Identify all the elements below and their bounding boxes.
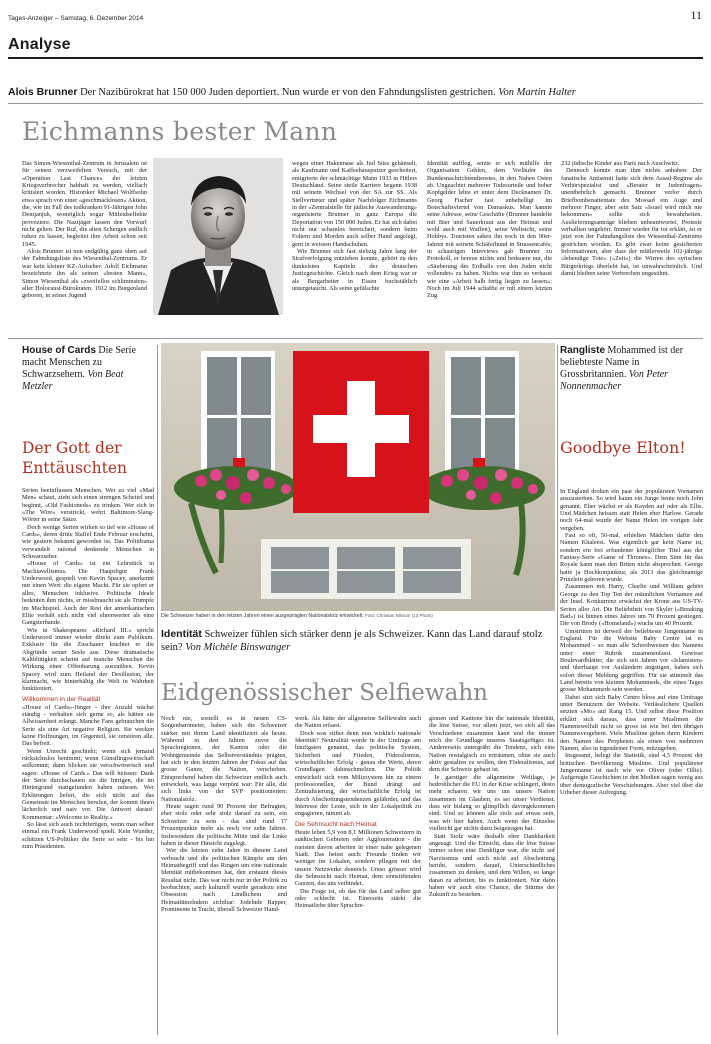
paragraph: Fast so oft, 50-mal, erhielten Mädchen dafür den Namen Khaleesi. Was eigentlich gar kein Name ist, sondern ein frei erfundener königlicher Titel aus der Fantasy-Serie «Game of Thrones». Dem Sinn für das Royale kann man den Briten nicht absprechen. George hatte ja Hochkonjunktur, als 2013 das gleichnamige Prinzlein geboren wurde.: [560, 532, 703, 584]
main-article-column-2: [292, 160, 417, 340]
paragraph: Identität aufflog, setzte er sich mithilfe der Organisation Gehlen, dem Vorläufer des Bundesnachrichtendienstes, in den Nahen Osten ab. Ungeachtet mehrerer Todesurteile und hoher Kopfgelder lebte er unter dem Decknamen Dr. Georg Fischer fast unbehelligt im Botschaftsviertel von Damaskus. Man kannte seine Adresse, seine Geschäfte (Brunner handelte mit Bier und Sauerkraut aus der Heimat und wohl auch mit Waffen), seine Weltsicht, seine Hobbys. Touristen sahen ihn noch in den 90er-Jahren mit seinem Schäferhund in Strassencafés; in schaurigen Interviews gab Brunner zu Protokoll, er bereue nichts und bedauere nur, die «Säuberung des Erdballs von den Juden nicht vollendet» zu haben. Nichts war ihm so verhasst wie eine «Arbeit halb fertig liegen zu lassen»: Noch im Juli 1944 schaffte er mit einem letzten Zug: [427, 160, 552, 300]
swiss-lead: Schweizer fühlen sich stärker denn je als Schweizer. Kann das Land darauf stolz sein?: [161, 629, 543, 653]
swiss-identity-headline: Eidgenössischer Selfiewahn: [161, 680, 488, 706]
paragraph: Wenn Unrecht geschieht; wenn sich jemand rücksichtslos benimmt; wenn Günstlingswirtschaft aufkommt; dann blicken sie verschwörerisch und sagen: «House of Cards.» Das will heissen: Dank der Serie durchschauen sie die Intrigen, die im Hintergrund stattgefunden haben müssen. Wer Erklärungen liefert, die sich nicht auf das Gemeinste im Menschen berufen, der kommt ihnen lächerlich und naiv vor. Die Antwort darauf: Kommentar: «Welcome to Reality.»: [22, 747, 154, 821]
house-facade-image: [161, 343, 555, 611]
paragraph: Statt Stolz wäre deshalb eher Dankbarkeit angesagt. Und die Einsicht, dass die löse Suisse immer schon eine Denkfigur war, die nicht auf Narzissmus und auch nicht auf Abschottung beruht, sondern darauf, Unterschiedliches zusammen zu denken, und dem Willen, so lange daran zu arbeiten, bis es funktioniert. Nur dann haben wir auch eine Chance, die Stürme der Zukunft zu bestehen.: [429, 832, 555, 899]
rang-lead: Mohammed ist der beliebteste Name in Grossbritannien.: [560, 345, 684, 380]
rang-author: Von Peter Nonnenmacher: [560, 369, 669, 392]
header-rule: [8, 57, 703, 59]
paragraph: Umstritten ist derweil der beliebteste Jungenname in England. Für die Website Baby Centre ist es Mohammed - so man alle Schreibweisen des Namens unter einer Rubrik zusammenfasst. Gewisse Boulevardblätter, die sich seit Jahren vor «Islamisten» und überhaupt vor Ausländern ängstigen, haben sich sofort dieser Meldung gegriffen. Für sie stimmelt das Land bereits von kleinen Mohammeds, die eines Tages grosse Mohammeds sein werden.: [560, 627, 703, 694]
paragraph: Die Frage ist, ob das für das Land selber gut oder schlecht ist. Einerseits stärkt die Heimatliebe über Sprachre-: [295, 887, 421, 910]
rangliste-body: [560, 488, 703, 1038]
paragraph: Dennoch konnte man ihm nichts anhaben: Der fanatische Antisemit hatte sich dem Assad-Regime als Verhörspezialist und «Berater in Judenfragen» unentbehrlich gemacht. Brunner verlor durch Briefbombenattentate des Mossad ein Auge und mehrere Finger, aber sein Satz «Israel wird mich nie bekommen» sollte sich bewahrheiten. Auslieferungsanträge blieben unbeantwortet, Proteste verhallten ungehört. Immer wieder für tot erklärt, ist er jetzt von der Fahndungsliste des Wiesenthal-Zentrums gestrichen worden. Es gibt zwar keine gesicherten Informationen, aber dass der mittlerweile 102-jährige «lebendige Tote» («Zeit») die Wirren des syrischen Bürgerkriegs überlebt hat, ist unwahrscheinlich. Und damit bleiben seine Verbrechen ungesühnt.: [561, 167, 702, 278]
photo-caption: [161, 613, 555, 619]
swiss-kicker: Identität: [161, 628, 202, 640]
paragraph: So lässt sich auch rechtfertigen, wenn man selber einmal ein Frank Underwood spielt. Kein Wunder, schätzen US-Politiker die Serie so sehr - bis hin zum Präsidenten.: [22, 821, 154, 851]
paragraph: Insgesamt, belegt die Statistik, sind 4,5 Prozent der britischen Bevölkerung Muslime. Und populärster Jungenname ist nach wie vor Oliver (oder Ollie). Aufgeregte Geschichten in den Medien sagen wenig aus über demografische Verschiebungen. Aber viel über die Urheber dieser Aufregung.: [560, 752, 703, 797]
rang-kicker: Rangliste: [560, 345, 606, 356]
paragraph: In England drohen ein paar der populärsten Vornamen auszusterben. So wird kaum ein Junge heute noch John genannt. Eher wächst er als Kayden auf oder als Ellis. Und Mädchen heissen statt Helen eher Harlow. Gerade noch 64-mal wurde der Name Helen im vorigen Jahr vergeben.: [560, 488, 703, 532]
section-title: Analyse: [8, 36, 71, 53]
column-divider: [157, 345, 158, 1035]
paragraph: Noch nie, sostellt es in neuen CS-Sorgenbarometer, haben sich die Schweizer stärker mit ihrem Land identifiziert als heute. Während in den Jahren zuvor die Sprachregionen, der Kanton oder die Wohngemeinde das Selbstverständnis prägten, hat sich in den letzten Jahren der Fokus auf das grosse Ganze, die Nation, verschoben. Entsprechend haben die Schweizer endlich auch entwickelt, was lange verpönt war: Für alle, die sich links von der SVP positionierten: Nationalstolz.: [161, 715, 287, 803]
swiss-column-3: [429, 715, 555, 1040]
paragraph: werk. Als hätte der allgemeine Selfiewahn auch die Nation erfasst.: [295, 715, 421, 730]
main-author: Von Martin Halter: [498, 87, 576, 98]
main-article-column-4: [561, 160, 702, 330]
newspaper-masthead-date: Tages-Anzeiger – Samstag, 6. Dezember 2014: [8, 15, 144, 22]
section-divider: [8, 338, 703, 339]
swiss-identity-teaser: [161, 628, 555, 654]
page-number: 11: [690, 8, 702, 22]
swiss-column-1: [161, 715, 287, 1040]
rangliste-teaser: [560, 345, 705, 393]
paragraph: Alois Brunner ist nun endgültig ganz oben auf der Fahndungsliste des Wiesenthal-Zentrums. Er war kein kleiner KZ-Aufseher: Adolf Eichmann bezeichnete ihn als seinen «besten Mann», Simon Wiesenthal als «zweifellos schlimmsten» aller Holocaust-Bürokraten. 1912 im Burgenland geboren, in seiner Jugend: [22, 248, 147, 300]
paragraph: 232 jüdische Kinder aus Paris nach Auschwitz.: [561, 160, 680, 167]
paragraph: Serien beeinflussen Menschen. Wer zu viel «Mad Men» schaut, zieht sich einen strengen Scheitel und beginnt, «Old Fashioneds» zu trinken. Wer sich in «The Wire» verstrickt, wehrt Baltimore-Slang-Wörter in seine Sätze.: [22, 487, 154, 524]
paragraph: gionen und Kantone hin die nationale Identität, die löse Suisse, vor allem jetzt, wo sich all das Verschiedene zusammen kann und die immer noch die Grundlage unseres Staatsgefüges ist. Andererseits untergräbt die Tendenz, sich eine Nation nostalgisch zu erträumen, ohne sie auch aktiv gestalten zu wollen, den Föderalismus, auf dem die Schweiz gebaut ist.: [429, 715, 555, 774]
main-article-column-3: [427, 160, 552, 340]
photo-credit: Foto: Christian Nilsson (13 Photo): [365, 613, 433, 618]
house-kicker: House of Cards: [22, 345, 96, 356]
swiss-subhead: Die Sehnsucht nach Heimat: [295, 820, 377, 828]
alois-brunner-portrait: [153, 158, 283, 315]
paragraph: Wie in Shakespeares «Richard III.» spricht Underwood immer wieder direkt zum Publikum. Exklusiv für die Zuschauer leuchtet er die Abgründe seiner Seele aus. Diese dramatische Kaltblütigkeit scheint auf manche Menschen die Wirkung einer Offenbarung auszuüben. Kevin Spacey wird zum Heiland der Desillusion, der klarmacht, wie hinterhältig die Welt in Wahrheit funktioniert.: [22, 626, 154, 693]
main-article-column-1: [22, 160, 147, 315]
main-kicker: Alois Brunner: [8, 86, 78, 98]
rangliste-headline: Goodbye Elton!: [560, 438, 686, 457]
paragraph: Wer die letzten zehn Jahre in diesem Land verbracht und die politischen Kämpfe um den Heimatbegriff und das Ringen um eine nationale Identität mitbekommen hat, den erstaunt dieses Resultat nicht. Das war nicht nur in der Politik zu beobachten, auch kulturell wurde geradezu eine Obsession nach Ländlichem und Heimattümelndem sichtbar: Jodelnde Rapper, Prominente in Tracht, überall Schweizer Hand-: [161, 847, 287, 913]
house-of-cards-teaser: [22, 345, 154, 393]
paragraph: Dabei sitzt sich Baby Centre bloss auf eine Umfrage unter Benutzern der Website. Verlässlichere Quellen setzten «Mo» auf Rang 15. Und selbst diese Position erklärt sich daraus, dass unter Muslimen die Namenswelfalt nicht so gross ist wie bei den übrigen Namensvergebern. Viele Muslime geben ihren Kindern den Namen des Propheten als einen von mehreren Namen, also in irgendeiner Form, mitzugeben.: [560, 693, 703, 753]
portrait-photo-image: [153, 158, 283, 315]
photo-caption-text: Die Schweizer haben in den letzten Jahren einen ausgeprägten Nationalstolz entwickelt.: [161, 613, 366, 619]
swiss-flag: [293, 351, 429, 513]
paragraph: Heute sagen rund 90 Prozent der Befragten, eher stolz oder sehr stolz darauf zu sein, ein Schweizer zu sein - das sind rund 17 Prozentpunkte mehr als noch vor zehn Jahren. Insbesondere die politische Mitte und die Linke haben in dieser Hinsicht zugelegt.: [161, 803, 287, 847]
paragraph: «House of Cards»-Jünger - ihre Anzahl wächst ständig - verhalten sich gerne so, als hätten sie Allwissenheit erlangt. Manche Fans gebrauchen die Serie als eine Art negative Religion. Sie wecken keine Hoffnungen, im Gegenteil, sie zerstören alle. Das befreit.: [22, 703, 154, 748]
paragraph: Je garstiger die allgemeine Weltlage, je bedrohlicher die EU in der Krise schlingert, desto mehr scharen wir uns um unsere Nation zusammen im Glauben, es sei unser Verdienst, dass wir bislang so glimpflich davongekommen sind. Und so können alle stolz auf etwas sein, was wir hier haben. Auch wenn der Einzelne vielleicht gar nichts dazu beigetragen hat.: [429, 773, 555, 833]
column-divider: [557, 345, 558, 1035]
main-lead: Der Nazibürokrat hat 150 000 Juden deportiert. Nun wurde er von den Fahndungslisten gestrichen.: [77, 87, 499, 98]
house-of-cards-headline: Der Gott der Enttäuschten: [22, 439, 127, 477]
paragraph: Wie Brunner sich fast siebzig Jahre lang der Strafverfolgung entziehen konnte, gehört zu den dunkelsten Kapiteln der deutschen Justizgeschichte. Gleich nach dem Krieg war er als Bergarbeiter in Essen buchstäblich untergetaucht. Als seine gefälschte: [292, 248, 417, 292]
main-article-kicker-line: [8, 86, 703, 99]
house-author: Von Beat Metzler: [22, 369, 124, 392]
paragraph: Das Simon-Wiesenthal-Zentrum in Jerusalem ist für seinen verzweifelten Versuch, mit der «Operation Last Chance» der letzten Kriegsverbrecher habhaft zu werden, vielfach kritisiert worden. Historiker Michael Wolffsohn etwa sprach von einer «geschmacklosen» Aktion, die, wie im Fall des todkranken 91-Jährigen John Demjanjuk, womöglich sogar Mitleidseffekte provoziere. Die Nazijäger lassen den Vorwurf nicht gelten. Der Ruf, die alten Schergen endlich ruhen zu lassen, begleitet ihre Arbeit schon seit 1945.: [22, 160, 147, 248]
kicker-rule: [8, 103, 703, 104]
house-of-cards-body: [22, 487, 154, 1037]
swiss-column-2: [295, 715, 421, 1040]
swiss-author: Von Michèle Binswanger: [185, 642, 291, 653]
main-headline: Eichmanns bester Mann: [22, 117, 338, 146]
paragraph: wegen einer Hakennase als Jud Süss gehänselt, als Kaufmann und Kaffeehausputzer gescheitert, emigrierte der schmächtige Mann 1933 in Hitlers Deutschland. Seine steile Karriere begann 1938 mit seinem Wechsel von der SA zur SS. Als Stellvertreter und später Nachfolger Eichmanns in der «Zentralstelle für jüdische Auswanderung» organisierte Brunner in ganz Europa die Deportation von 150 000 Juden. Er hat sich dabei nicht nur schamlos bereichert, sondern beim Foltern und Morden auch selber Hand angelegt, gern in weissen Handschuhen.: [292, 160, 417, 248]
paragraph: Heute leben 5,9 von 8,1 Millionen Schweizern in städtischen Gebieten oder Agglomeration - die meisten davon arbeiten in einer nahe gelegenen Stadt. Das heisst auch: Freunde finden wir weniger im Lokalen, sondern pflegen mit der unsere Netzwerke dennoch. Umso grösser wird die Sehnsucht nach Heimat, dem sinnstiftenden Ganzen, das uns verbindet.: [295, 828, 421, 888]
paragraph: «House of Cards» ist ein Lehrstück in Machiavellismus. Die Hauptfigur Frank Underwood, gespielt von Kevin Spacey, anerkennt nur einen Wert: die eigene Macht. Für sie opfert er alles, Menschen inklusive. Politische Ideale bedeuten ihm nichts, er missbraucht sie als Trümpfe im Machtspiel. Auch der Rest der amerikanischen Elite verhält sich nicht viel ehrenwerter als eine Gangsterbande.: [22, 560, 154, 627]
paragraph: Doch wenige Serien wirken so tief wie «House of Cards», deren dritte Staffel Ende Februar erscheint, wie gestern bekannt geworden ist. Das Politdrama verwandelt rational denkende Menschen in Schwarzseher.: [22, 523, 154, 561]
paragraph: Doch was stiftet denn nun wirklich nationale Identität? Neutralität wurde in der Umfrage am häufigsten genannt, das politische System, Sicherheit und Frieden, Föderalismus, wirtschaftlicher Erfolg - genau die Werte, deren Grundlagen dahinschmelzen. Die Politik entwickelt sich vom Milizsystem hin zu einem professionellen, der Bund drängt auf Zentralisierung, der wirtschaftliche Erfolg ist durch Abschottungstendenzen gefährdet, und das Interesse der Leute, sich in der Lokalpolitik zu engagieren, nimmt ab.: [295, 729, 421, 818]
house-lead: Die Serie macht Menschen zu Schwarzsehern.: [22, 345, 136, 380]
swiss-flag-house-photo: [161, 343, 555, 611]
house-subhead: Willkommen in der Realität: [22, 695, 101, 703]
paragraph: Zusammen mit Harry, Charlie und William gehört George zu den Top Ten der männlichen Vornamen auf der Insel. Konkurrenz erwächst der Krone aus US-TV-Serien aller Art. Die Beliebtheit von Skyler («Breaking Bad») ist binnen eines Jahres um 70 Prozent gestiegen. Die von Brody («Homeland») wuchs um 40 Prozent.: [560, 583, 703, 628]
